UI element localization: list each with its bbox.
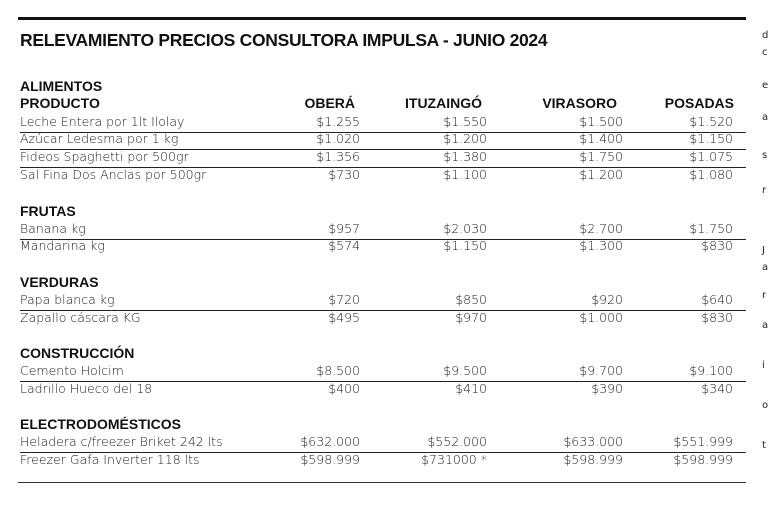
price-ituzaingo: $1.550 bbox=[443, 114, 487, 129]
price-virasoro: $633.000 bbox=[563, 434, 623, 449]
bottom-rule bbox=[18, 482, 746, 483]
price-posadas: $9.100 bbox=[689, 363, 733, 378]
table-row bbox=[20, 452, 746, 470]
product-name: Cemento Holcim bbox=[20, 363, 124, 378]
price-obera: $1.356 bbox=[316, 149, 360, 164]
table-row bbox=[20, 292, 746, 311]
product-name: Sal Fina Dos Anclas por 500gr bbox=[20, 167, 207, 182]
product-name: Ladrillo Hueco del 18 bbox=[20, 381, 153, 396]
price-posadas: $1.150 bbox=[689, 131, 733, 146]
section-title-verduras: VERDURAS bbox=[20, 274, 99, 290]
price-obera: $598.999 bbox=[300, 452, 360, 467]
price-posadas: $1.080 bbox=[689, 167, 733, 182]
side-char: o bbox=[762, 400, 769, 411]
price-virasoro: $390 bbox=[591, 381, 623, 396]
price-obera: $8.500 bbox=[316, 363, 360, 378]
side-char: c bbox=[762, 47, 768, 58]
price-virasoro: $1.750 bbox=[579, 149, 623, 164]
price-obera: $730 bbox=[328, 167, 360, 182]
price-ituzaingo: $1.150 bbox=[443, 238, 487, 253]
header-posadas: POSADAS bbox=[664, 95, 734, 111]
product-name: Freezer Gafa Inverter 118 lts bbox=[20, 452, 200, 467]
header-product: PRODUCTO bbox=[20, 95, 100, 111]
price-posadas: $640 bbox=[701, 292, 733, 307]
side-char: i bbox=[762, 360, 765, 371]
price-ituzaingo: $552.000 bbox=[427, 434, 487, 449]
price-ituzaingo: $9.500 bbox=[443, 363, 487, 378]
product-name: Mandarina kg bbox=[20, 238, 105, 253]
price-obera: $400 bbox=[328, 381, 360, 396]
price-obera: $574 bbox=[328, 238, 360, 253]
top-rule bbox=[18, 17, 746, 20]
price-virasoro: $1.000 bbox=[579, 310, 623, 325]
price-ituzaingo: $410 bbox=[455, 381, 487, 396]
price-virasoro: $598.999 bbox=[563, 452, 623, 467]
product-name: Heladera c/freezer Briket 242 lts bbox=[20, 434, 223, 449]
price-ituzaingo: $1.200 bbox=[443, 131, 487, 146]
section-title-electrodomesticos: ELECTRODOMÉSTICOS bbox=[20, 416, 182, 432]
side-char: a bbox=[762, 320, 769, 331]
price-posadas: $1.520 bbox=[689, 114, 733, 129]
price-obera: $495 bbox=[328, 310, 360, 325]
table-row bbox=[20, 310, 746, 328]
price-posadas: $1.750 bbox=[689, 221, 733, 236]
table-row bbox=[20, 381, 746, 399]
product-name: Banana kg bbox=[20, 221, 86, 236]
side-char: a bbox=[762, 262, 769, 273]
price-posadas: $598.999 bbox=[673, 452, 733, 467]
product-name: Zapallo cáscara KG bbox=[20, 310, 141, 325]
price-ituzaingo: $850 bbox=[455, 292, 487, 307]
header-obera: OBERÁ bbox=[304, 95, 355, 111]
price-ituzaingo: $970 bbox=[455, 310, 487, 325]
price-ituzaingo: $731000 * bbox=[421, 452, 487, 467]
side-char: d bbox=[762, 30, 769, 41]
price-obera: $720 bbox=[328, 292, 360, 307]
table-row bbox=[20, 363, 746, 382]
price-obera: $957 bbox=[328, 221, 360, 236]
price-virasoro: $1.500 bbox=[579, 114, 623, 129]
price-posadas: $830 bbox=[701, 238, 733, 253]
table-header bbox=[20, 95, 740, 113]
price-obera: $632.000 bbox=[300, 434, 360, 449]
section-title-construccion: CONSTRUCCIÓN bbox=[20, 345, 135, 361]
side-char: J bbox=[762, 245, 765, 256]
price-virasoro: $1.300 bbox=[579, 238, 623, 253]
side-char: s bbox=[762, 150, 768, 161]
price-posadas: $340 bbox=[701, 381, 733, 396]
header-virasoro: VIRASORO bbox=[542, 95, 617, 111]
product-name: Azúcar Ledesma por 1 kg bbox=[20, 131, 179, 146]
price-obera: $1.020 bbox=[316, 131, 360, 146]
table-row bbox=[20, 434, 746, 453]
table-row bbox=[20, 238, 746, 256]
section-title-frutas: FRUTAS bbox=[20, 203, 76, 219]
table-row bbox=[20, 131, 746, 150]
price-ituzaingo: $1.380 bbox=[443, 149, 487, 164]
price-ituzaingo: $2.030 bbox=[443, 221, 487, 236]
table-row bbox=[20, 167, 746, 185]
side-char: r bbox=[762, 185, 767, 196]
side-char: r bbox=[762, 290, 767, 301]
table-row bbox=[20, 149, 746, 168]
adjacent-column-fragment bbox=[760, 0, 769, 505]
price-ituzaingo: $1.100 bbox=[443, 167, 487, 182]
price-obera: $1.255 bbox=[316, 114, 360, 129]
price-posadas: $1.075 bbox=[689, 149, 733, 164]
product-name: Papa blanca kg bbox=[20, 292, 115, 307]
product-name: Leche Entera por 1lt Ilolay bbox=[20, 114, 185, 129]
price-virasoro: $2.700 bbox=[579, 221, 623, 236]
price-posadas: $551.999 bbox=[673, 434, 733, 449]
product-name: Fideos Spaghetti por 500gr bbox=[20, 149, 189, 164]
price-virasoro: $920 bbox=[591, 292, 623, 307]
side-char: e bbox=[762, 80, 769, 91]
price-posadas: $830 bbox=[701, 310, 733, 325]
section-title-alimentos: ALIMENTOS bbox=[20, 78, 103, 94]
header-ituzaingo: ITUZAINGÓ bbox=[405, 95, 482, 111]
side-char: t bbox=[762, 440, 766, 451]
price-virasoro: $9.700 bbox=[579, 363, 623, 378]
page-title: RELEVAMIENTO PRECIOS CONSULTORA IMPULSA - JUNIO 2024 bbox=[20, 30, 548, 50]
price-virasoro: $1.200 bbox=[579, 167, 623, 182]
price-virasoro: $1.400 bbox=[579, 131, 623, 146]
side-char: a bbox=[762, 112, 769, 123]
